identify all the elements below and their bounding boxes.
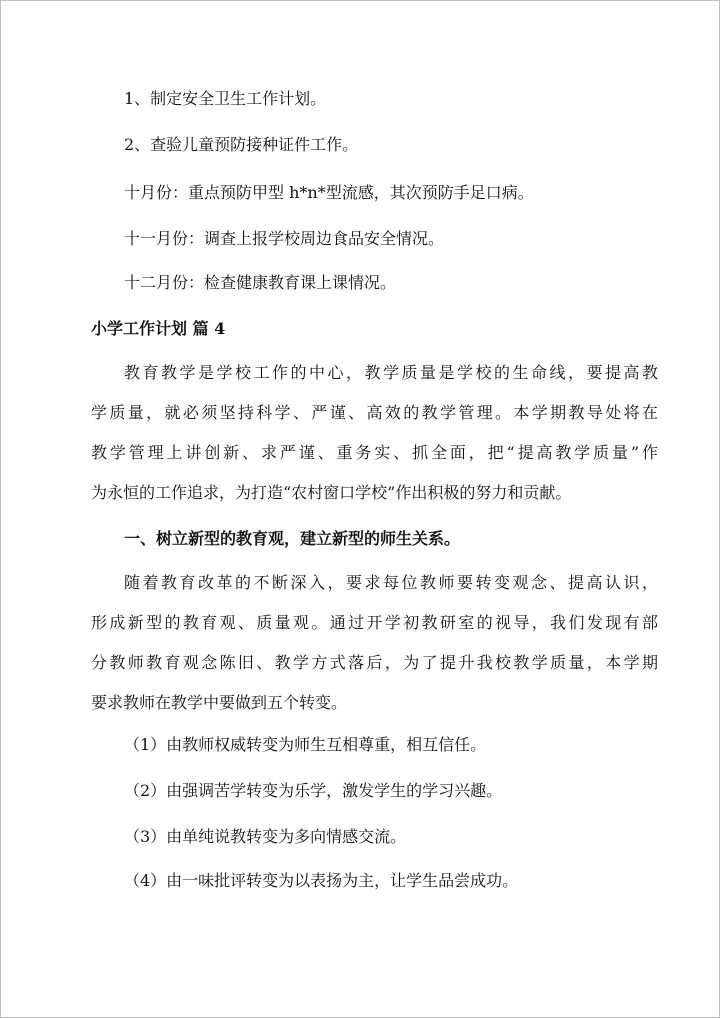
- section-heading: 小学工作计划 篇 4: [91, 319, 226, 338]
- subheading: 一、树立新型的教育观，建立新型的师生关系。: [124, 529, 461, 548]
- paragraph-line: 要求教师在教学中要做到五个转变。: [91, 693, 348, 712]
- list-item: 十一月份：调查上报学校周边食品安全情况。: [124, 229, 445, 248]
- paragraph-line: 教育教学是学校工作的中心，教学质量是学校的生命线，要提高教: [124, 363, 658, 382]
- paragraph-line: 为永恒的工作追求，为打造“农村窗口学校”作出积极的努力和贡献。: [91, 483, 572, 502]
- list-item: （2）由强调苦学转变为乐学，激发学生的学习兴趣。: [124, 781, 503, 800]
- list-item: 1、制定安全卫生工作计划。: [124, 89, 327, 108]
- list-item: 十月份：重点预防甲型 h*n*型流感，其次预防手足口病。: [124, 183, 534, 202]
- paragraph-line: 随着教育改革的不断深入，要求每位教师要转变观念、提高认识，: [124, 573, 658, 592]
- paragraph-line: 教学管理上讲创新、求严谨、重务实、抓全面，把“提高教学质量”作: [91, 443, 658, 462]
- paragraph-line: 学质量，就必须坚持科学、严谨、高效的教学管理。本学期教导处将在: [91, 403, 658, 422]
- paragraph-line: 形成新型的教育观、质量观。通过开学初教研室的视导，我们发现有部: [91, 613, 658, 632]
- list-item: （4）由一味批评转变为以表扬为主，让学生品尝成功。: [124, 871, 519, 890]
- list-item: （3）由单纯说教转变为多向情感交流。: [124, 827, 407, 846]
- list-item: 十二月份：检查健康教育课上课情况。: [124, 273, 397, 292]
- list-item: （1）由教师权威转变为师生互相尊重，相互信任。: [124, 735, 487, 754]
- paragraph-line: 分教师教育观念陈旧、教学方式落后，为了提升我校教学质量，本学期: [91, 653, 658, 672]
- list-item: 2、查验儿童预防接种证件工作。: [124, 135, 359, 154]
